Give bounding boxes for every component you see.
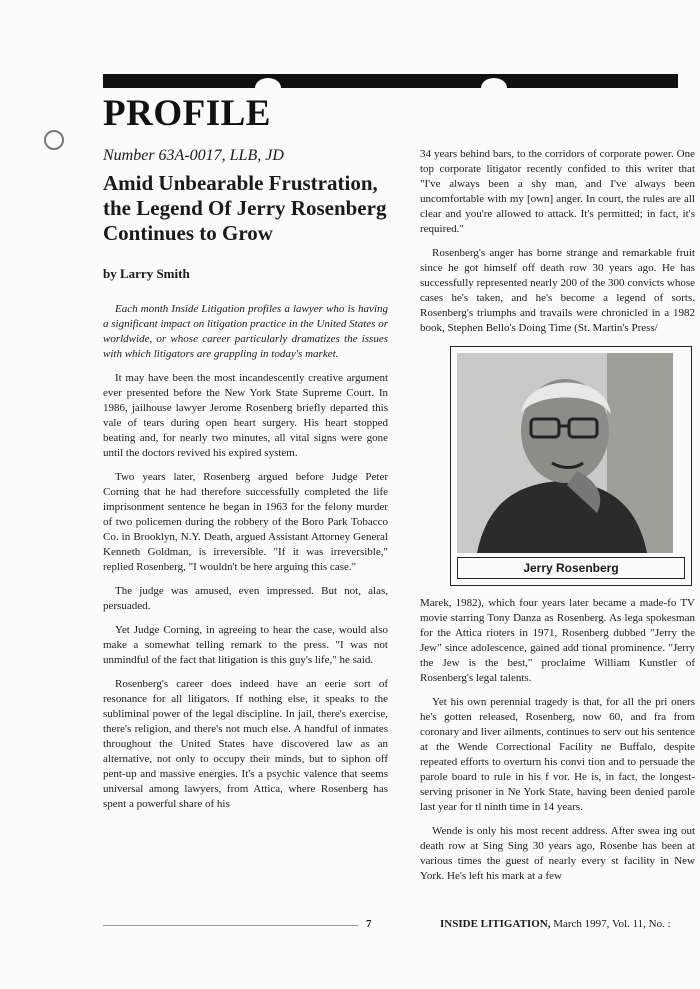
- byline: by Larry Smith: [103, 266, 190, 281]
- footer-issue: March 1997, Vol. 11, No. :: [553, 918, 671, 930]
- running-footer: [440, 918, 671, 930]
- body-paragraph: Rosenberg's career does indeed have an eerie sort of resonance for all litigators. If nothing else, it speaks to the subliminal power of the legal discipline. In jail, there's exercise, there's religion, and there's not much else. A handful of inmates throughout the United States have discovered law as an alternative, not only to occupy their minds, but to siphon off pent-up and massive energies. It's a psychic valence that seems universal among lawyers, from Attica, where Rosenberg has spent a powerful share of his: [103, 678, 388, 810]
- punch-hole-mark: [44, 130, 64, 150]
- headline: Amid Unbearable Frustration, the Legend Of Jerry Rosenberg Continues to Grow: [103, 171, 387, 245]
- body-paragraph: Two years later, Rosenberg argued before Judge Peter Corning that he had therefore successfully completed the life imprisonment sentence he began in 1963 for the felony murder of two policemen during the robbery of the Boro Park Tobacco Co. in Brooklyn, N.Y. Death, argued Assistant Attorney General Kenneth Goldman, is irreversible. "If it was irreversible," replied Rosenberg, "I wouldn't be here arguing this case.": [103, 471, 388, 573]
- photo-caption: Jerry Rosenberg: [457, 557, 685, 579]
- intro-paragraph: Each month Inside Litigation profiles a lawyer who is having a significant impact on litigation practice in the United States or worldwide, or whose career particularly dramatizes the issues with which litigators are grappling in today's market.: [103, 303, 388, 360]
- portrait-photo: [457, 353, 673, 553]
- body-paragraph: 34 years behind bars, to the corridors of corporate power. One top corporate litigator recently confided to this writer that "I've always been a shy man, and I've always been uncomfortable with my [own] anger. In court, the rules are all clear and you're allowed to attack. It's permitted; in fact, it's required.": [420, 148, 695, 235]
- body-paragraph: It may have been the most incandescently creative argument ever presented before the New York State Supreme Court. In 1986, jailhouse lawyer Jerome Rosenberg briefly departed this vale of tears during open heart surgery. His heart stopped beating and, for nearly two minutes, all vital signs were gone until the doctors revived his expired system.: [103, 372, 388, 459]
- body-paragraph: Rosenberg's anger has borne strange and remarkable fruit since he got himself off death row 30 years ago. He has successfully represented nearly 200 of the 300 convicts whose cases he's taken, and he's become a legend of sorts. Rosenberg's triumphs and travails were chronicled in a 1982 book, Stephen Bello's Doing Time (St. Martin's Press/: [420, 247, 695, 334]
- body-paragraph: The judge was amused, even impressed. But not, alas, persuaded.: [103, 585, 388, 612]
- right-column: [420, 147, 695, 893]
- header-rule-notch: [481, 78, 507, 98]
- page-number: 7: [366, 918, 372, 930]
- photo-box: [450, 346, 692, 586]
- body-paragraph: Yet his own perennial tragedy is that, for all the pri oners he's gotten released, Rosenberg, now 60, and fra from coronary and liver ailments, continues to serv out his sentence at the Wende Correctional Facility ne Buffalo, despite repeated efforts to overturn his convi tion and to persuade the parole board to rule in his f vor. He is, in fact, the longest-serving prisoner in Ne York State, having been denied parole last year for tl ninth time in 14 years.: [420, 696, 695, 813]
- section-label: PROFILE: [103, 93, 271, 134]
- body-paragraph: Marek, 1982), which four years later became a made-fo TV movie starring Tony Danza as Rosenberg. As lega spokesman for the Attica rioters in 1971, Rosenberg dubbed "Jerry the Jew" since adolescence, gained add tional prominence. "Jerry the Jew is the best," proclaime William Kunstler of Rosenberg's legal talents.: [420, 597, 695, 684]
- body-paragraph: Yet Judge Corning, in agreeing to hear the case, would also make a somewhat telling remark to the press. "I was not unmindful of the fact that litigation is this guy's life," he said.: [103, 624, 388, 666]
- profile-number: Number 63A-0017, LLB, JD: [103, 147, 284, 164]
- header-rule-bar: [103, 74, 678, 88]
- footer-rule: [103, 925, 358, 926]
- portrait-illustration: [457, 353, 673, 553]
- footer-publication: INSIDE LITIGATION,: [440, 918, 551, 930]
- body-paragraph: Wende is only his most recent address. After swea ing out death row at Sing Sing 30 years ago, Rosenbe has been at various times the guest of nearly every st facility in New York. He's left his mark at a few: [420, 825, 695, 882]
- left-column: [103, 147, 388, 821]
